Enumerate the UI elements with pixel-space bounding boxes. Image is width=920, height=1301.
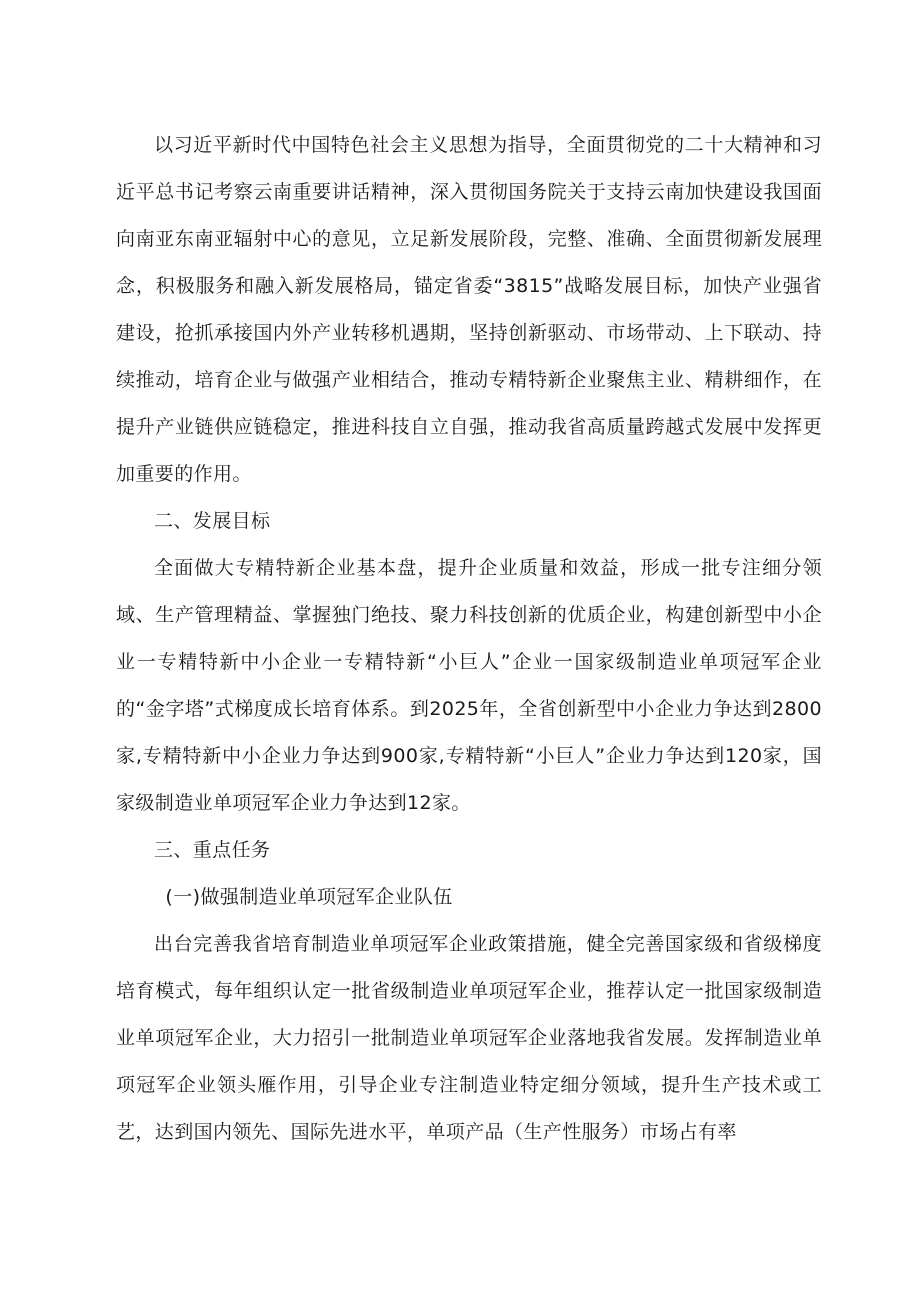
section-heading-key-tasks: 三、重点任务	[154, 839, 271, 861]
guiding-ideology-paragraph: 以习近平新时代中国特色社会主义思想为指导，全面贯彻党的二十大精神和习近平总书记考察云南重要讲话精神，深入贯彻国务院关于支持云南加快建设我国面向南亚东南亚辐射中心的意见，立足新发展阶段，完整、准确、全面贯彻新发展理念，积极服务和融入新发展格局，锚定省委“3815”战略发展目标，加快产业强省建设，抢抓承接国内外产业转移机遇期，坚持创新驱动、市场带动、上下联动、持续推动，培育企业与做强产业相结合，推动专精特新企业聚焦主业、精耕细作，在提升产业链供应链稳定，推进科技自立自强，推动我省高质量跨越式发展中发挥更加重要的作用。	[116, 134, 822, 485]
document-body	[116, 122, 822, 1156]
section-heading-development-goals: 二、发展目标	[154, 510, 271, 532]
champion-enterprises-paragraph: 出台完善我省培育制造业单项冠军企业政策措施，健全完善国家级和省级梯度培育模式，每年组织认定一批省级制造业单项冠军企业，推荐认定一批国家级制造业单项冠军企业，大力招引一批制造业单项冠军企业落地我省发展。发挥制造业单项冠军企业领头雁作用，引导企业专注制造业特定细分领域，提升生产技术或工艺，达到国内领先、国际先进水平，单项产品（生产性服务）市场占有率	[116, 933, 822, 1143]
subsection-heading-champion-enterprises: (一)做强制造业单项冠军企业队伍	[165, 886, 453, 908]
development-goals-paragraph: 全面做大专精特新企业基本盘，提升企业质量和效益，形成一批专注细分领域、生产管理精益、掌握独门绝技、聚力科技创新的优质企业，构建创新型中小企业一专精特新中小企业一专精特新“小巨人”企业一国家级制造业单项冠军企业的“金字塔”式梯度成长培育体系。到2025年，全省创新型中小企业力争达到2800家,专精特新中小企业力争达到900家,专精特新“小巨人”企业力争达到120家，国家级制造业单项冠军企业力争达到12家。	[116, 557, 822, 814]
